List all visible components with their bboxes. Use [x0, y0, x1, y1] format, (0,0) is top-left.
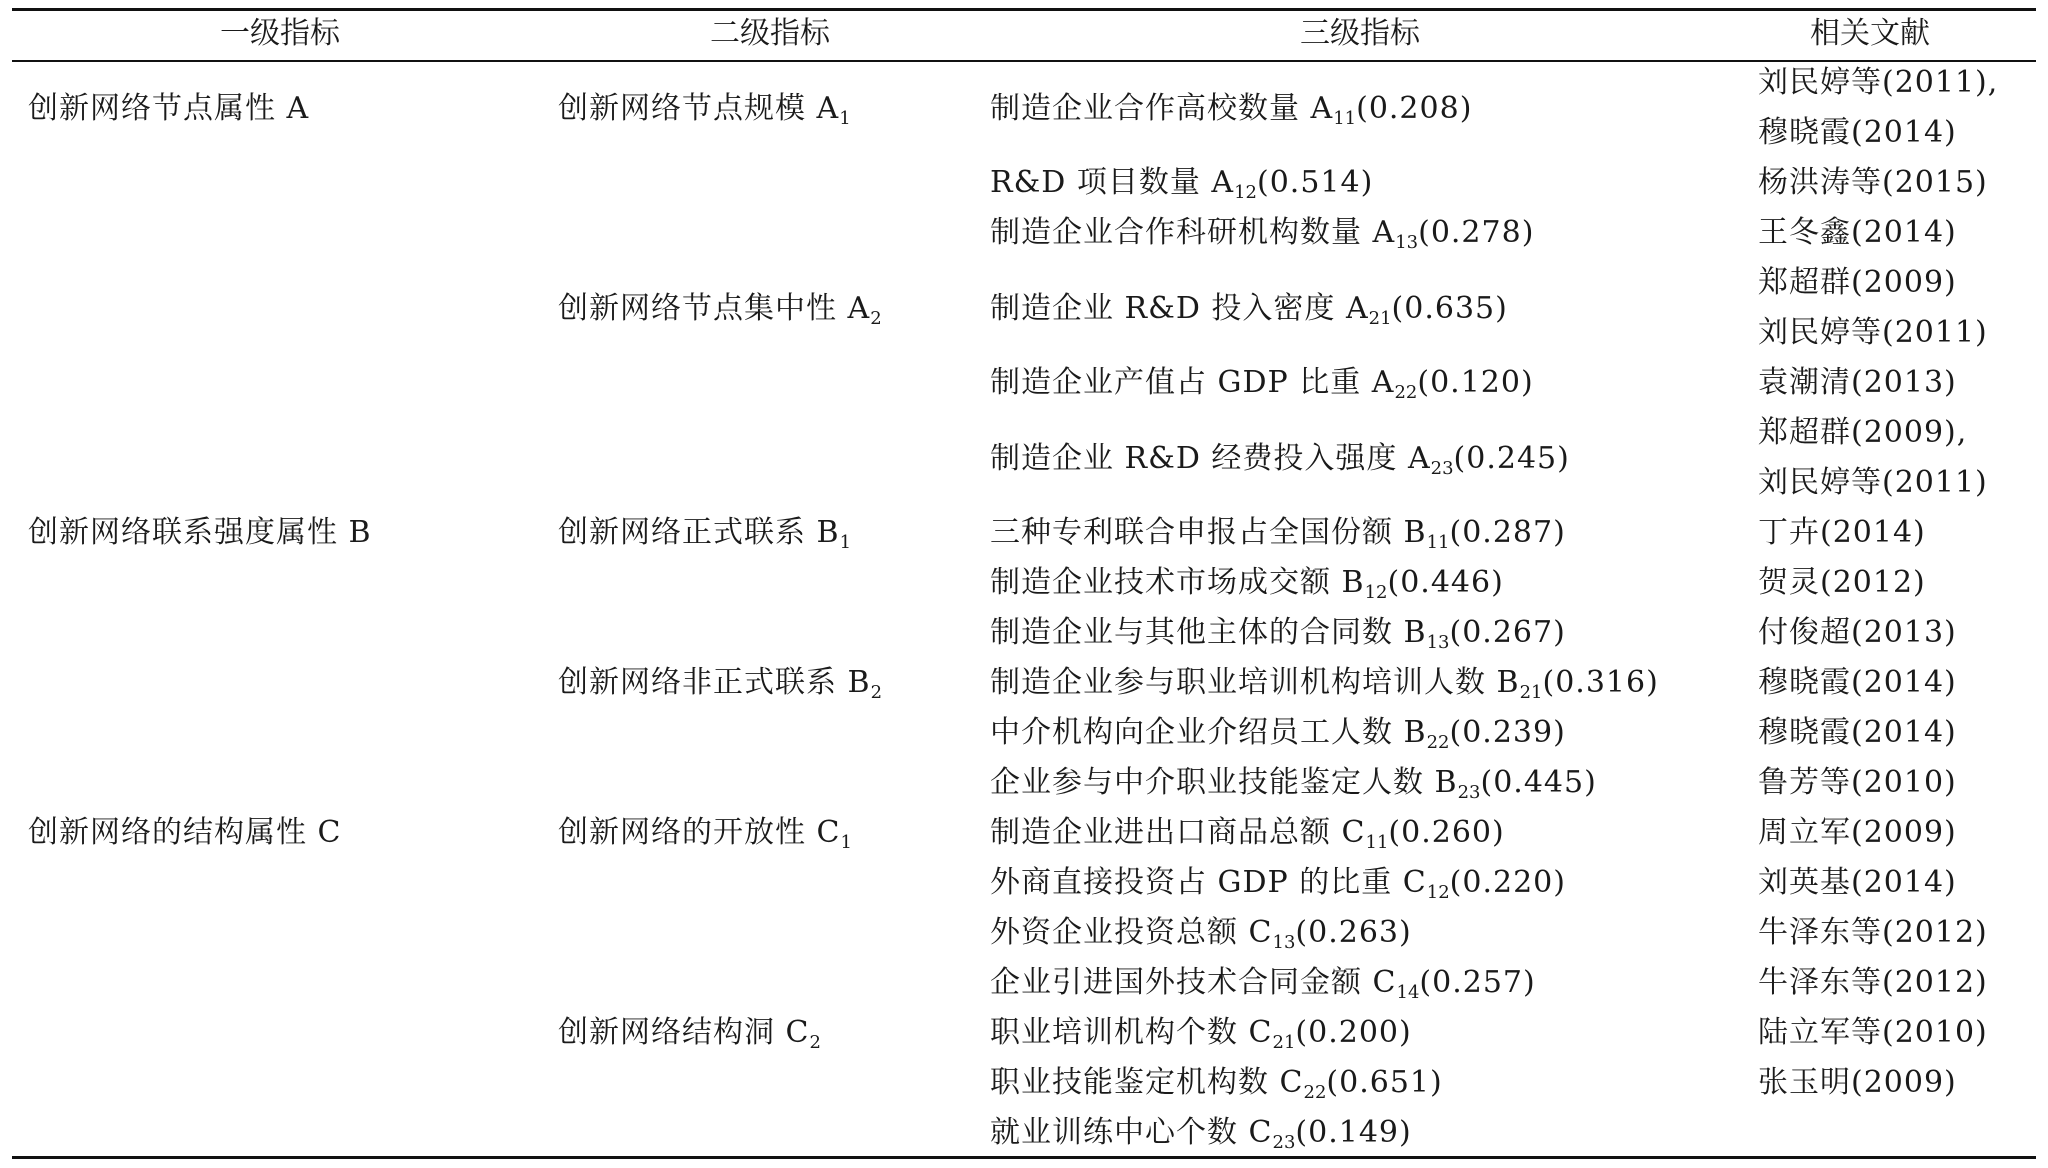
level3-cell: 三种专利联合申报占全国份额 $B_{11}(0.287)$	[990, 515, 1566, 553]
reference-cell: 付俊超(2013)	[1758, 615, 1957, 650]
header-level2: 二级指标	[710, 16, 830, 51]
header-rule	[12, 60, 2036, 62]
level1-cell: 创新网络节点属性 A	[28, 91, 310, 126]
level3-cell: 制造企业进出口商品总额 $C_{11}(0.260)$	[990, 815, 1505, 853]
reference-cell: 穆晓霞(2014)	[1758, 715, 1957, 750]
level3-cell: 外资企业投资总额 $C_{13}(0.263)$	[990, 915, 1412, 953]
level3-cell: 职业技能鉴定机构数 $C_{22}(0.651)$	[990, 1065, 1443, 1103]
reference-cell: 穆晓霞(2014)	[1758, 665, 1957, 700]
level3-cell: 制造企业合作高校数量 $A_{11}(0.208)$	[990, 91, 1473, 129]
level3-cell: 外商直接投资占 GDP 的比重 $C_{12}(0.220)$	[990, 865, 1566, 903]
reference-cell: 鲁芳等(2010)	[1758, 765, 1957, 800]
bottom-rule	[12, 1156, 2036, 1159]
level2-cell: 创新网络正式联系 $B_1$	[558, 515, 852, 553]
reference-cell: 张玉明(2009)	[1758, 1065, 1957, 1100]
level3-cell: 制造企业 R&D 经费投入强度 $A_{23}(0.245)$	[990, 441, 1570, 479]
level2-cell: 创新网络节点集中性 $A_2$	[558, 291, 882, 329]
reference-cell: 丁卉(2014)	[1758, 515, 1926, 550]
header-level1: 一级指标	[220, 16, 340, 51]
reference-cell: 杨洪涛等(2015)	[1758, 165, 1988, 200]
reference-cell: 贺灵(2012)	[1758, 565, 1926, 600]
level3-cell: 制造企业技术市场成交额 $B_{12}(0.446)$	[990, 565, 1504, 603]
reference-cell: 王冬鑫(2014)	[1758, 215, 1957, 250]
reference-cell: 周立军(2009)	[1758, 815, 1957, 850]
level3-cell: 企业引进国外技术合同金额 $C_{14}(0.257)$	[990, 965, 1536, 1003]
level3-cell: 制造企业与其他主体的合同数 $B_{13}(0.267)$	[990, 615, 1566, 653]
level2-cell: 创新网络非正式联系 $B_2$	[558, 665, 883, 703]
reference-cell: 郑超群(2009) 刘民婷等(2011)	[1758, 265, 1988, 350]
level3-cell: 中介机构向企业介绍员工人数 $B_{22}(0.239)$	[990, 715, 1566, 753]
level2-cell: 创新网络节点规模 $A_1$	[558, 91, 851, 129]
level3-cell: 职业培训机构个数 $C_{21}(0.200)$	[990, 1015, 1412, 1053]
level3-cell: 制造企业 R&D 投入密度 $A_{21}(0.635)$	[990, 291, 1508, 329]
level3-cell: 就业训练中心个数 $C_{23}(0.149)$	[990, 1115, 1412, 1153]
header-references: 相关文献	[1810, 16, 1930, 51]
level2-cell: 创新网络的开放性 $C_1$	[558, 815, 852, 853]
level3-cell: 制造企业产值占 GDP 比重 $A_{22}(0.120)$	[990, 365, 1534, 403]
level3-cell: 制造企业合作科研机构数量 $A_{13}(0.278)$	[990, 215, 1535, 253]
reference-cell: 陆立军等(2010)	[1758, 1015, 1988, 1050]
reference-cell: 袁潮清(2013)	[1758, 365, 1957, 400]
header-level3: 三级指标	[1300, 16, 1420, 51]
level2-cell: 创新网络结构洞 $C_2$	[558, 1015, 821, 1053]
level1-cell: 创新网络的结构属性 C	[28, 815, 342, 850]
level3-cell: 企业参与中介职业技能鉴定人数 $B_{23}(0.445)$	[990, 765, 1597, 803]
reference-cell: 牛泽东等(2012)	[1758, 915, 1988, 950]
level3-cell: 制造企业参与职业培训机构培训人数 $B_{21}(0.316)$	[990, 665, 1659, 703]
reference-cell: 刘民婷等(2011), 穆晓霞(2014)	[1758, 65, 1999, 150]
reference-cell: 郑超群(2009), 刘民婷等(2011)	[1758, 415, 1988, 500]
reference-cell: 刘英基(2014)	[1758, 865, 1957, 900]
level1-cell: 创新网络联系强度属性 B	[28, 515, 372, 550]
level3-cell: R&D 项目数量 $A_{12}(0.514)$	[990, 165, 1374, 203]
reference-cell: 牛泽东等(2012)	[1758, 965, 1988, 1000]
